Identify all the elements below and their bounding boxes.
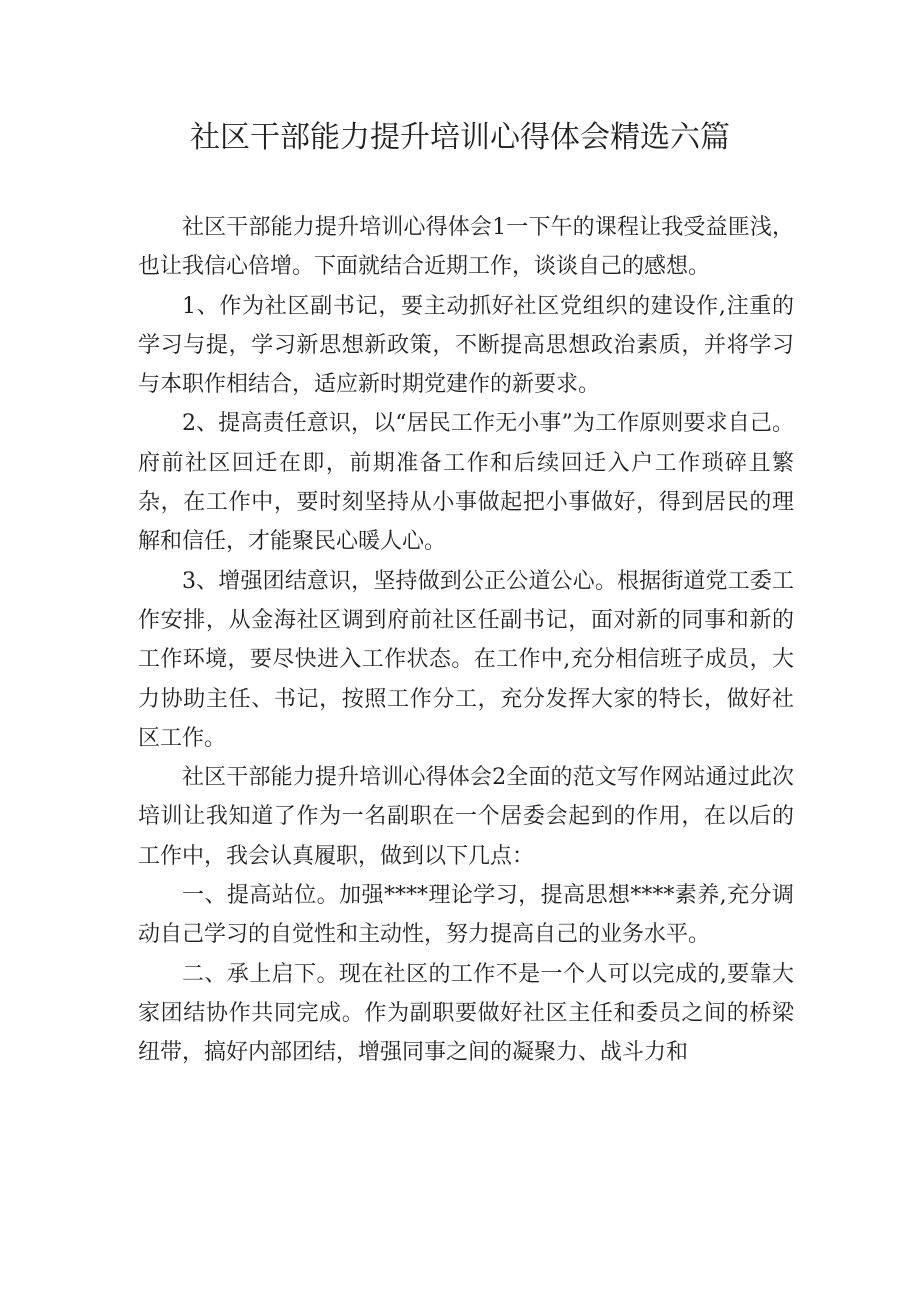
paragraph-1: 社区干部能力提升培训心得体会1一下午的课程让我受益匪浅，也让我信心倍增。下面就结合近期工作，谈谈自己的感想。 bbox=[138, 215, 794, 280]
document-title: 社区干部能力提升培训心得体会精选六篇 bbox=[190, 120, 730, 155]
paragraph-3: 2、提高责任意识，以“居民工作无小事”为工作原则要求自己。府前社区回迁在即，前期准备工作和后续回迁入户工作琐碎且繁杂，在工作中，要时刻坚持从小事做起把小事做好，得到居民的理解和信任，才能聚民心暖人心。 bbox=[138, 411, 794, 555]
paragraph-7: 二、承上启下。现在社区的工作不是一个人可以完成的,要靠大家团结协作共同完成。作为副职要做好社区主任和委员之间的桥梁纽带，搞好内部团结，增强同事之间的凝聚力、战斗力和 bbox=[138, 961, 794, 1066]
paragraph-5: 社区干部能力提升培训心得体会2全面的范文写作网站通过此次培训让我知道了作为一名副职在一个居委会起到的作用，在以后的工作中，我会认真履职，做到以下几点： bbox=[138, 765, 794, 869]
paragraph-2: 1、作为社区副书记，要主动抓好社区党组织的建设作,注重的学习与提，学习新思想新政策，不断提高思想政治素质，并将学习与本职作相结合，适应新时期党建作的新要求。 bbox=[138, 293, 794, 398]
paragraph-6: 一、提高站位。加强****理论学习，提高思想****素养,充分调动自己学习的自觉性和主动性，努力提高自己的业务水平。 bbox=[138, 883, 794, 948]
paragraph-4: 3、增强团结意识，坚持做到公正公道公心。根据街道党工委工作安排，从金海社区调到府前社区任副书记，面对新的同事和新的工作环境，要尽快进入工作状态。在工作中,充分相信班子成员，大力协助主任、书记，按照工作分工，充分发挥大家的特长，做好社区工作。 bbox=[138, 568, 794, 751]
document-body bbox=[138, 208, 794, 1073]
